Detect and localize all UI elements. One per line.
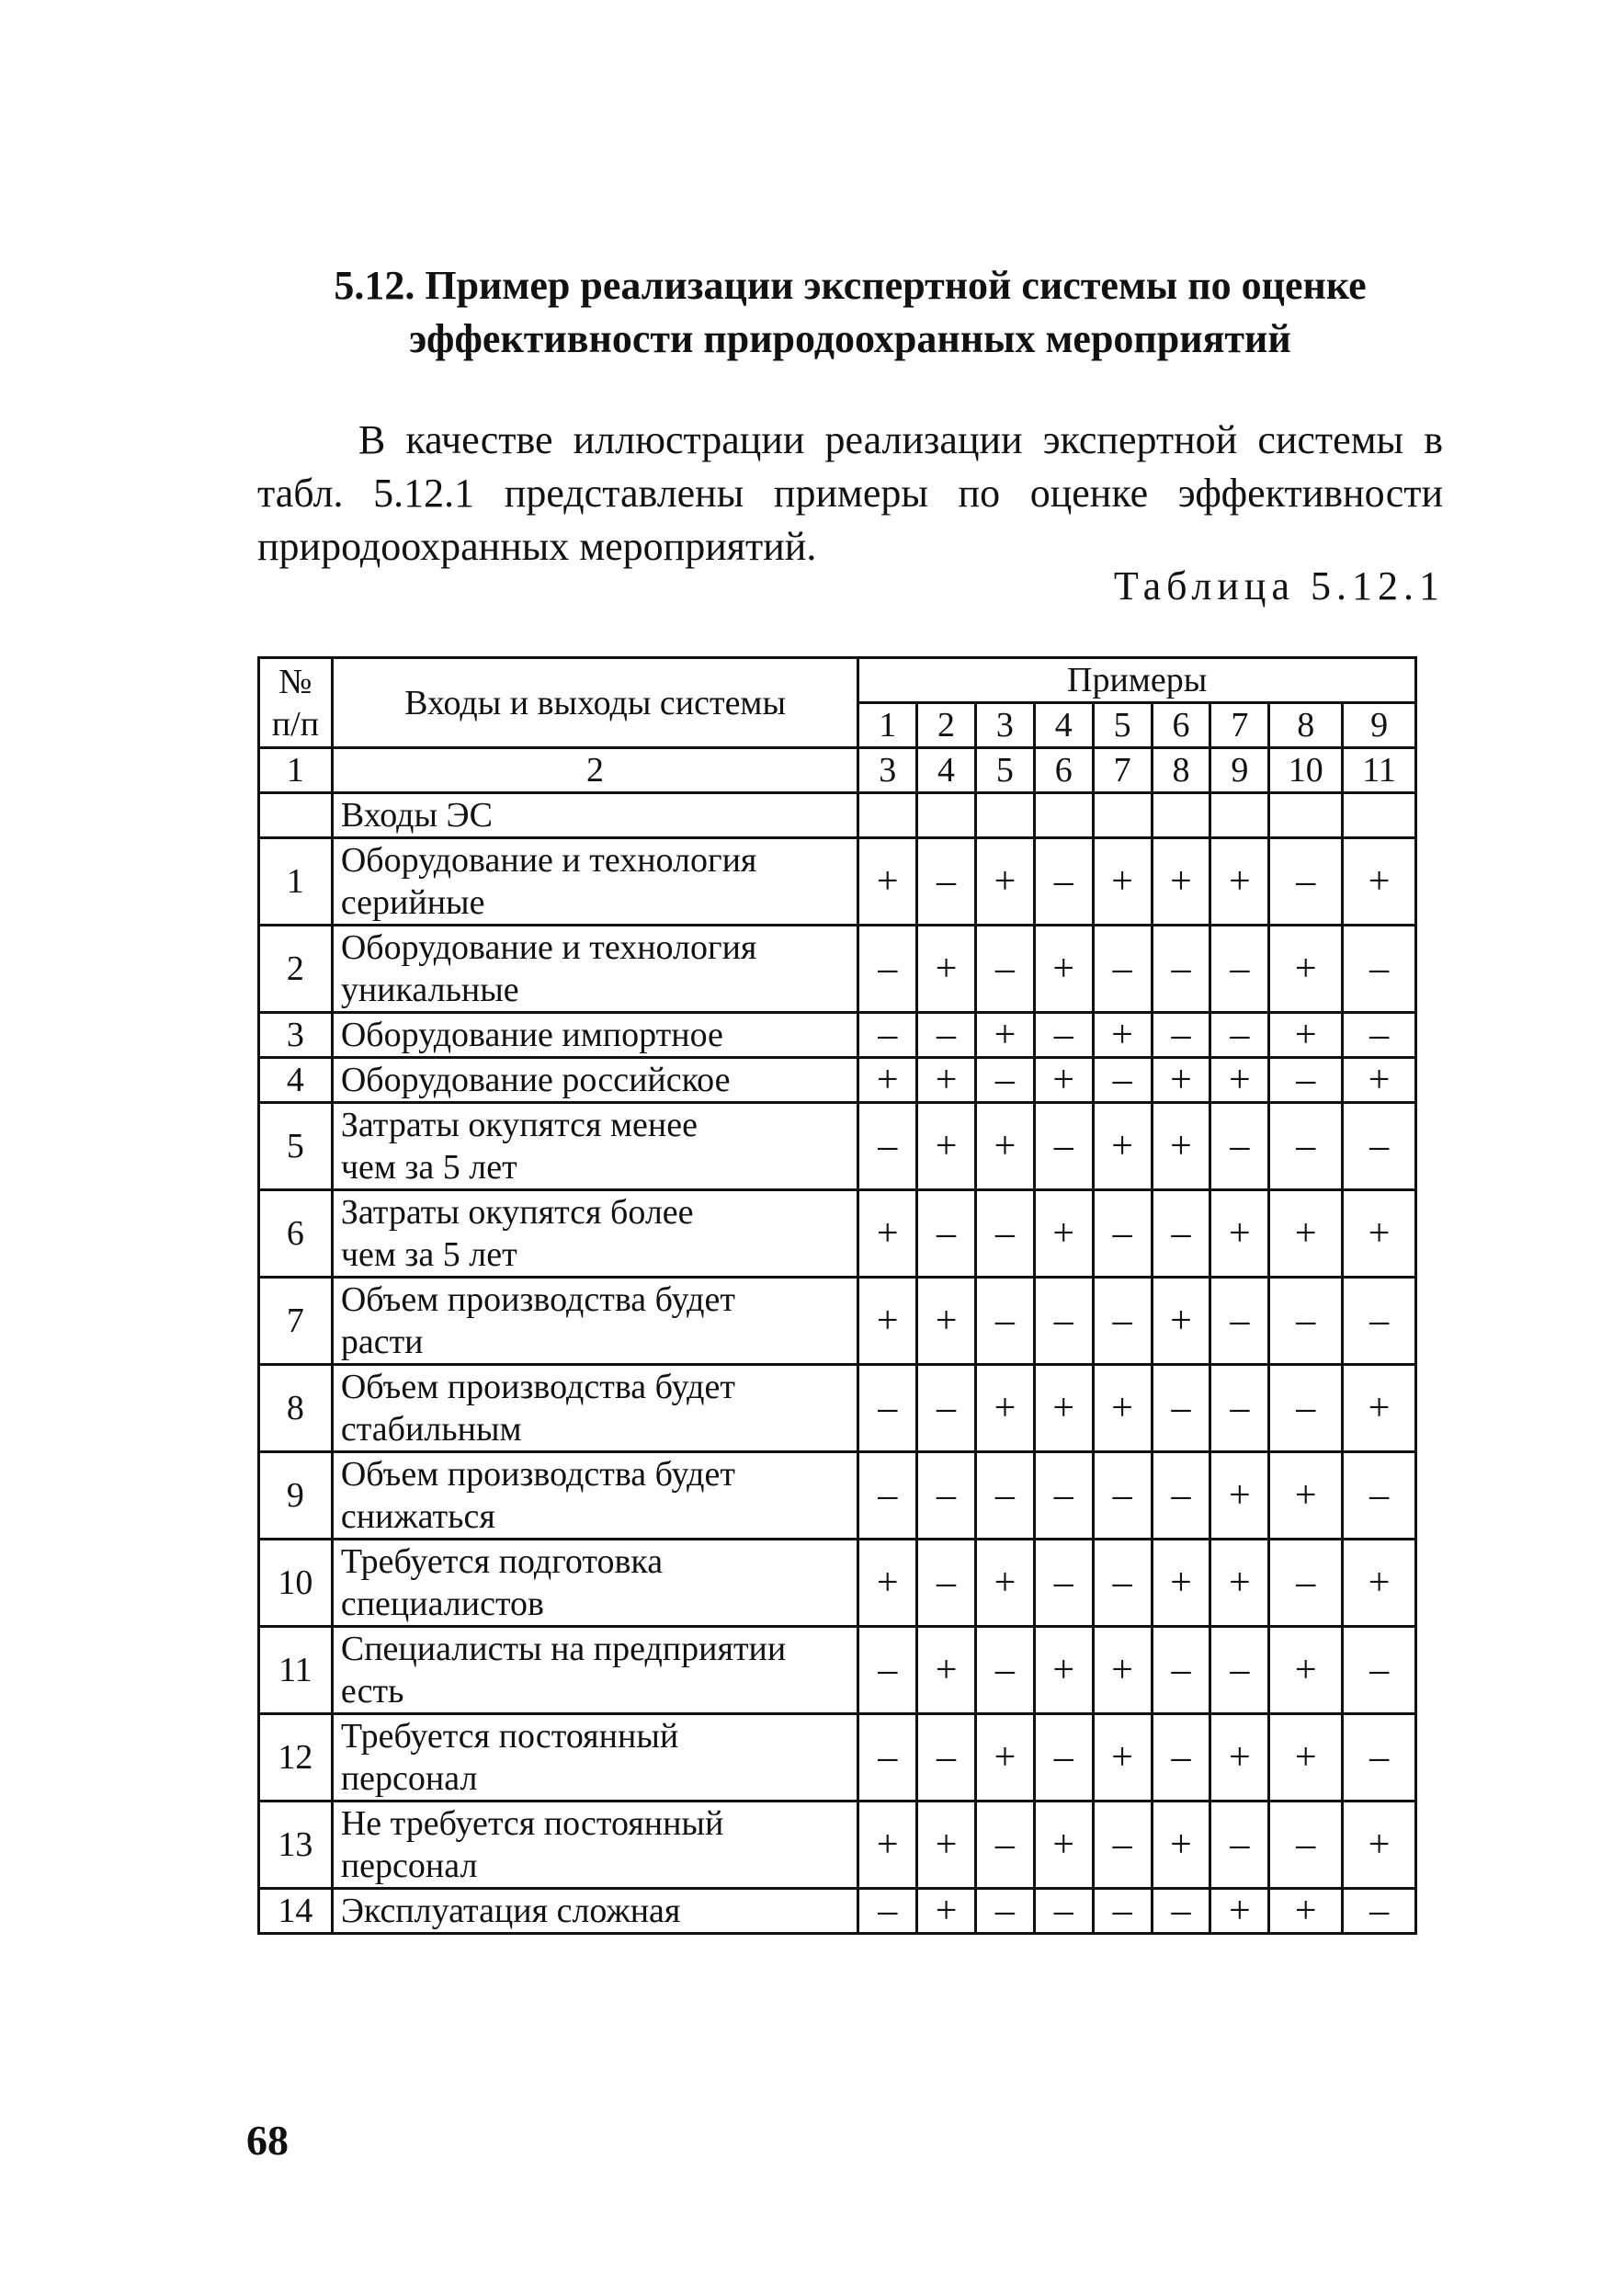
mark-cell: + bbox=[1152, 1058, 1210, 1103]
header-row-1 bbox=[259, 658, 1416, 703]
mark-cell: + bbox=[1269, 926, 1343, 1013]
row-name-line-1: Специалисты на предприятии bbox=[340, 1630, 787, 1668]
mark-cell: + bbox=[1093, 1714, 1152, 1802]
row-name-cell bbox=[332, 1889, 857, 1934]
mark-cell: – bbox=[975, 1627, 1034, 1714]
table-row bbox=[259, 926, 1416, 1013]
mark-cell: – bbox=[1093, 1889, 1152, 1934]
mark-cell: + bbox=[1269, 1889, 1343, 1934]
mark-cell: – bbox=[1269, 1278, 1343, 1365]
mark-cell: – bbox=[1034, 838, 1093, 926]
column-number-cell: 10 bbox=[1269, 748, 1343, 793]
row-name-line-2: уникальные bbox=[340, 971, 519, 1009]
column-number-cell: 11 bbox=[1343, 748, 1416, 793]
mark-cell: + bbox=[1210, 1058, 1269, 1103]
mark-cell: + bbox=[1152, 1540, 1210, 1627]
column-numbers-row bbox=[259, 748, 1416, 793]
mark-cell: – bbox=[1210, 1103, 1269, 1190]
table-caption: Таблица 5.12.1 bbox=[1113, 563, 1445, 608]
mark-cell: – bbox=[1269, 1058, 1343, 1103]
row-name-cell bbox=[332, 1103, 857, 1190]
row-name-line-2: снижаться bbox=[340, 1497, 495, 1536]
mark-cell: + bbox=[1093, 1365, 1152, 1452]
mark-cell: – bbox=[1210, 1013, 1269, 1058]
mark-cell: + bbox=[1210, 838, 1269, 926]
row-name-line-1: Эксплуатация сложная bbox=[340, 1892, 681, 1930]
mark-cell: + bbox=[1210, 1452, 1269, 1540]
mark-cell: + bbox=[975, 1013, 1034, 1058]
row-name-line-1: Оборудование российское bbox=[340, 1061, 731, 1099]
row-number: 14 bbox=[259, 1889, 333, 1934]
mark-cell: – bbox=[1210, 1365, 1269, 1452]
table-row bbox=[259, 1190, 1416, 1278]
mark-cell: – bbox=[1210, 1627, 1269, 1714]
row-number: 10 bbox=[259, 1540, 333, 1627]
section-empty-cell bbox=[259, 793, 333, 838]
table-row bbox=[259, 1058, 1416, 1103]
row-name-line-2: персонал bbox=[340, 1847, 478, 1885]
mark-cell: + bbox=[1034, 1190, 1093, 1278]
row-number: 11 bbox=[259, 1627, 333, 1714]
example-number-cell: 4 bbox=[1034, 703, 1093, 748]
mark-cell: + bbox=[1093, 1627, 1152, 1714]
mark-cell: – bbox=[1343, 926, 1416, 1013]
table-row bbox=[259, 1365, 1416, 1452]
row-name-cell bbox=[332, 1802, 857, 1889]
table-row bbox=[259, 1714, 1416, 1802]
intro-paragraph bbox=[257, 414, 1443, 574]
mark-cell: – bbox=[1152, 926, 1210, 1013]
mark-cell: – bbox=[917, 1190, 976, 1278]
table-row bbox=[259, 1452, 1416, 1540]
row-name-line-1: Объем производства будет bbox=[340, 1455, 735, 1494]
mark-cell: – bbox=[975, 926, 1034, 1013]
mark-cell: – bbox=[858, 1627, 917, 1714]
row-name-line-1: Оборудование импортное bbox=[340, 1016, 723, 1054]
mark-cell: – bbox=[1343, 1627, 1416, 1714]
row-name-line-2: специалистов bbox=[340, 1585, 544, 1623]
mark-cell: + bbox=[1034, 1365, 1093, 1452]
row-name-line-2: расти bbox=[340, 1323, 424, 1361]
row-name-line-1: Объем производства будет bbox=[340, 1368, 735, 1406]
row-name-line-2: чем за 5 лет bbox=[340, 1148, 517, 1187]
mark-cell: – bbox=[1269, 1540, 1343, 1627]
mark-cell: + bbox=[1152, 838, 1210, 926]
mark-cell: – bbox=[1034, 1889, 1093, 1934]
mark-cell: – bbox=[1152, 1889, 1210, 1934]
mark-cell: – bbox=[1034, 1540, 1093, 1627]
mark-cell: – bbox=[917, 1714, 976, 1802]
mark-cell: + bbox=[1269, 1013, 1343, 1058]
mark-cell: + bbox=[975, 1540, 1034, 1627]
mark-cell: + bbox=[1269, 1190, 1343, 1278]
row-number: 1 bbox=[259, 838, 333, 926]
mark-cell: + bbox=[1093, 1013, 1152, 1058]
mark-cell: + bbox=[1269, 1452, 1343, 1540]
mark-cell: + bbox=[975, 838, 1034, 926]
section-title bbox=[248, 259, 1452, 366]
row-name-line-1: Не требуется постоянный bbox=[340, 1804, 724, 1843]
mark-cell: + bbox=[917, 1058, 976, 1103]
mark-cell: + bbox=[975, 1103, 1034, 1190]
mark-cell: + bbox=[1343, 1365, 1416, 1452]
mark-cell: – bbox=[975, 1278, 1034, 1365]
column-number-cell: 9 bbox=[1210, 748, 1269, 793]
mark-cell: + bbox=[1210, 1889, 1269, 1934]
table-row bbox=[259, 1013, 1416, 1058]
mark-cell: – bbox=[858, 1365, 917, 1452]
mark-cell: – bbox=[1210, 1802, 1269, 1889]
mark-cell: – bbox=[858, 926, 917, 1013]
mark-cell: + bbox=[1093, 1103, 1152, 1190]
mark-cell: – bbox=[1152, 1013, 1210, 1058]
mark-cell: + bbox=[975, 1365, 1034, 1452]
mark-cell: + bbox=[1034, 926, 1093, 1013]
mark-cell: – bbox=[1269, 1802, 1343, 1889]
mark-cell: – bbox=[858, 1452, 917, 1540]
mark-cell: – bbox=[1343, 1278, 1416, 1365]
row-number: 13 bbox=[259, 1802, 333, 1889]
mark-cell: – bbox=[1034, 1013, 1093, 1058]
mark-cell: + bbox=[917, 926, 976, 1013]
mark-cell: + bbox=[917, 1278, 976, 1365]
mark-cell: + bbox=[858, 1278, 917, 1365]
mark-cell: – bbox=[1093, 926, 1152, 1013]
header-io-cell: Входы и выходы системы bbox=[332, 658, 857, 748]
example-number-cell: 1 bbox=[858, 703, 917, 748]
row-name-line-1: Требуется постоянный bbox=[340, 1717, 679, 1756]
mark-cell: – bbox=[1093, 1190, 1152, 1278]
row-name-line-2: есть bbox=[340, 1672, 404, 1711]
mark-cell: – bbox=[1269, 838, 1343, 926]
mark-cell: – bbox=[1093, 1278, 1152, 1365]
row-number: 12 bbox=[259, 1714, 333, 1802]
table-row bbox=[259, 1802, 1416, 1889]
mark-cell: + bbox=[858, 1058, 917, 1103]
mark-cell: + bbox=[975, 1714, 1034, 1802]
mark-cell: – bbox=[1093, 1802, 1152, 1889]
mark-cell: – bbox=[975, 1190, 1034, 1278]
example-number-cell: 6 bbox=[1152, 703, 1210, 748]
section-label: Входы ЭС bbox=[332, 793, 857, 838]
mark-cell: + bbox=[858, 1190, 917, 1278]
row-name-cell bbox=[332, 1058, 857, 1103]
row-name-cell bbox=[332, 1190, 857, 1278]
mark-cell: – bbox=[917, 838, 976, 926]
row-name-cell bbox=[332, 1278, 857, 1365]
row-number: 6 bbox=[259, 1190, 333, 1278]
mark-cell: + bbox=[1152, 1278, 1210, 1365]
mark-cell: – bbox=[1034, 1452, 1093, 1540]
example-number-cell: 3 bbox=[975, 703, 1034, 748]
mark-cell: + bbox=[1034, 1058, 1093, 1103]
column-number-cell: 6 bbox=[1034, 748, 1093, 793]
mark-cell: + bbox=[858, 1802, 917, 1889]
row-name-line-2: персонал bbox=[340, 1759, 478, 1798]
mark-cell: – bbox=[858, 1103, 917, 1190]
header-num-abbr: п/п bbox=[271, 704, 320, 744]
mark-cell: + bbox=[1269, 1714, 1343, 1802]
mark-cell: – bbox=[1343, 1013, 1416, 1058]
row-name-cell bbox=[332, 1452, 857, 1540]
mark-cell: + bbox=[917, 1103, 976, 1190]
column-number-cell: 4 bbox=[917, 748, 976, 793]
section-title-line-1: 5.12. Пример реализации экспертной системы по оценке bbox=[334, 263, 1367, 308]
mark-cell: + bbox=[1152, 1103, 1210, 1190]
row-name-cell bbox=[332, 1627, 857, 1714]
mark-cell: – bbox=[975, 1889, 1034, 1934]
row-number: 8 bbox=[259, 1365, 333, 1452]
mark-cell: + bbox=[917, 1627, 976, 1714]
mark-cell: – bbox=[1152, 1365, 1210, 1452]
example-number-cell: 2 bbox=[917, 703, 976, 748]
mark-cell: + bbox=[1152, 1802, 1210, 1889]
mark-cell: – bbox=[858, 1714, 917, 1802]
mark-cell: – bbox=[1093, 1540, 1152, 1627]
row-number: 4 bbox=[259, 1058, 333, 1103]
mark-cell: – bbox=[975, 1802, 1034, 1889]
intro-paragraph-text: В качестве иллюстрации реализации экспертной системы в табл. 5.12.1 представлены примеры по оценке эффективности природоохранных мероприятий. bbox=[257, 417, 1443, 569]
mark-cell: + bbox=[917, 1889, 976, 1934]
mark-cell: – bbox=[1269, 1103, 1343, 1190]
header-examples-cell: Примеры bbox=[858, 658, 1416, 703]
row-name-line-1: Требуется подготовка bbox=[340, 1542, 664, 1581]
mark-cell: – bbox=[1034, 1103, 1093, 1190]
row-number: 7 bbox=[259, 1278, 333, 1365]
mark-cell: + bbox=[1343, 1190, 1416, 1278]
mark-cell: + bbox=[858, 838, 917, 926]
table-row bbox=[259, 1103, 1416, 1190]
table-row bbox=[259, 1540, 1416, 1627]
mark-cell: – bbox=[917, 1365, 976, 1452]
row-number: 5 bbox=[259, 1103, 333, 1190]
mark-cell: – bbox=[1034, 1278, 1093, 1365]
example-number-cell: 8 bbox=[1269, 703, 1343, 748]
column-number-cell: 8 bbox=[1152, 748, 1210, 793]
mark-cell: – bbox=[1343, 1452, 1416, 1540]
mark-cell: – bbox=[1343, 1714, 1416, 1802]
row-name-line-1: Оборудование и технология bbox=[340, 841, 757, 880]
mark-cell: – bbox=[975, 1058, 1034, 1103]
mark-cell: + bbox=[1343, 838, 1416, 926]
row-name-line-1: Оборудование и технология bbox=[340, 928, 757, 967]
table-row bbox=[259, 1889, 1416, 1934]
column-number-cell: 5 bbox=[975, 748, 1034, 793]
row-number: 9 bbox=[259, 1452, 333, 1540]
row-number: 3 bbox=[259, 1013, 333, 1058]
table-row bbox=[259, 1278, 1416, 1365]
row-name-cell bbox=[332, 1365, 857, 1452]
table-row bbox=[259, 1627, 1416, 1714]
mark-cell: – bbox=[1152, 1452, 1210, 1540]
column-number-cell: 2 bbox=[332, 748, 857, 793]
mark-cell: – bbox=[1210, 926, 1269, 1013]
mark-cell: – bbox=[1343, 1103, 1416, 1190]
mark-cell: – bbox=[917, 1540, 976, 1627]
mark-cell: – bbox=[858, 1013, 917, 1058]
mark-cell: – bbox=[1152, 1627, 1210, 1714]
example-number-cell: 7 bbox=[1210, 703, 1269, 748]
mark-cell: – bbox=[1034, 1714, 1093, 1802]
section-title-line-2: эффективности природоохранных мероприятий bbox=[409, 316, 1291, 361]
row-name-line-2: серийные bbox=[340, 883, 485, 922]
mark-cell: – bbox=[1152, 1714, 1210, 1802]
mark-cell: + bbox=[1034, 1627, 1093, 1714]
mark-cell: – bbox=[917, 1013, 976, 1058]
column-number-cell: 7 bbox=[1093, 748, 1152, 793]
mark-cell: + bbox=[858, 1540, 917, 1627]
mark-cell: – bbox=[858, 1889, 917, 1934]
table-row bbox=[259, 838, 1416, 926]
page-number: 68 bbox=[246, 2117, 289, 2164]
mark-cell: + bbox=[1210, 1540, 1269, 1627]
mark-cell: – bbox=[1093, 1452, 1152, 1540]
mark-cell: + bbox=[1269, 1627, 1343, 1714]
mark-cell: + bbox=[1034, 1802, 1093, 1889]
mark-cell: – bbox=[1093, 1058, 1152, 1103]
row-name-cell bbox=[332, 926, 857, 1013]
column-number-cell: 3 bbox=[858, 748, 917, 793]
row-name-cell bbox=[332, 1013, 857, 1058]
mark-cell: – bbox=[1269, 1365, 1343, 1452]
header-num-cell bbox=[259, 658, 333, 748]
mark-cell: + bbox=[1343, 1540, 1416, 1627]
mark-cell: – bbox=[1343, 1889, 1416, 1934]
mark-cell: – bbox=[1210, 1278, 1269, 1365]
mark-cell: + bbox=[917, 1802, 976, 1889]
row-name-line-1: Затраты окупятся менее bbox=[340, 1106, 698, 1144]
mark-cell: + bbox=[1343, 1058, 1416, 1103]
section-row bbox=[259, 793, 1416, 838]
row-name-line-2: стабильным bbox=[340, 1410, 522, 1449]
row-name-cell bbox=[332, 838, 857, 926]
mark-cell: + bbox=[1210, 1190, 1269, 1278]
mark-cell: – bbox=[975, 1452, 1034, 1540]
row-name-line-2: чем за 5 лет bbox=[340, 1235, 517, 1274]
examples-table bbox=[257, 656, 1417, 1935]
row-name-line-1: Объем производства будет bbox=[340, 1280, 735, 1319]
mark-cell: + bbox=[1093, 838, 1152, 926]
mark-cell: + bbox=[1210, 1714, 1269, 1802]
header-num-symbol: № bbox=[278, 662, 312, 701]
row-number: 2 bbox=[259, 926, 333, 1013]
row-name-line-1: Затраты окупятся более bbox=[340, 1193, 694, 1232]
example-number-cell: 9 bbox=[1343, 703, 1416, 748]
row-name-cell bbox=[332, 1540, 857, 1627]
column-number-cell: 1 bbox=[259, 748, 333, 793]
mark-cell: – bbox=[917, 1452, 976, 1540]
mark-cell: + bbox=[1343, 1802, 1416, 1889]
row-name-cell bbox=[332, 1714, 857, 1802]
example-number-cell: 5 bbox=[1093, 703, 1152, 748]
mark-cell: – bbox=[1152, 1190, 1210, 1278]
